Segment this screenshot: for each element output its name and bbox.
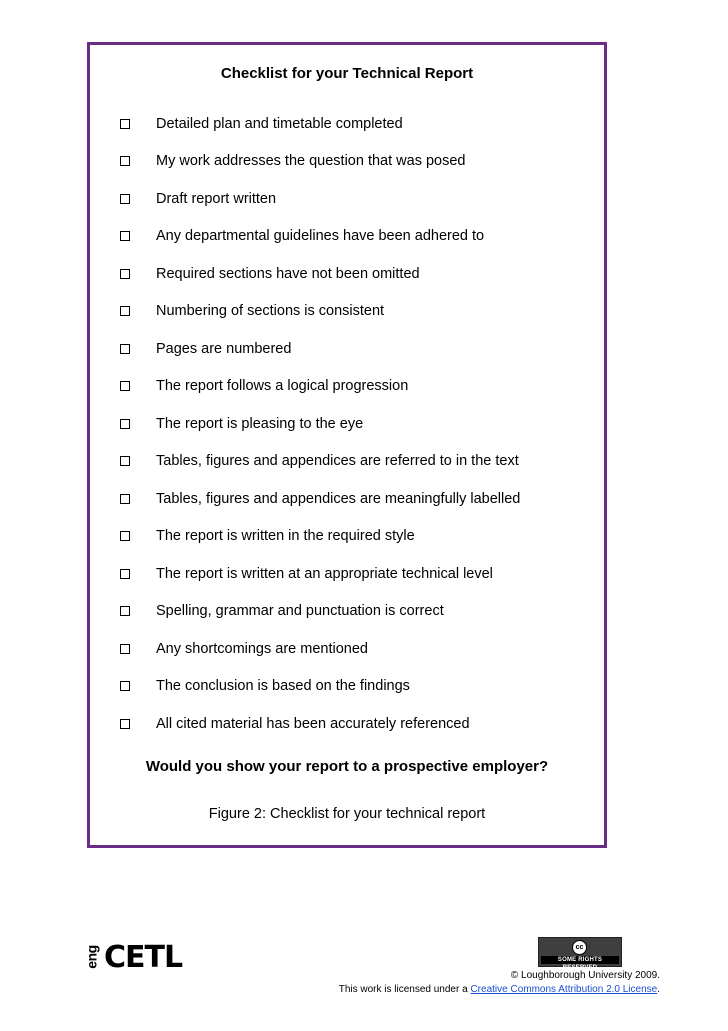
checklist-item[interactable] [120, 339, 291, 359]
license-prefix: This work is licensed under a [338, 984, 471, 995]
checklist-item-label: Detailed plan and timetable completed [156, 116, 403, 132]
creative-commons-badge[interactable] [538, 937, 622, 971]
checklist-title: Checklist for your Technical Report [220, 65, 474, 82]
checkbox-icon[interactable] [120, 531, 130, 541]
checkbox-icon[interactable] [120, 569, 130, 579]
checkbox-icon[interactable] [120, 644, 130, 654]
checkbox-icon[interactable] [120, 456, 130, 466]
checklist-item[interactable] [120, 189, 276, 209]
checklist-item[interactable] [120, 301, 384, 321]
checklist-item[interactable] [120, 414, 363, 434]
license-suffix: . [657, 984, 660, 995]
checklist-item-label: All cited material has been accurately referenced [156, 716, 470, 732]
checklist-item[interactable] [120, 601, 444, 621]
checklist-item[interactable] [120, 114, 403, 134]
checklist-item[interactable] [120, 376, 408, 396]
checklist-item-label: The report is written at an appropriate technical level [156, 566, 493, 582]
checkbox-icon[interactable] [120, 269, 130, 279]
checklist-item-label: Any departmental guidelines have been adhered to [156, 228, 485, 244]
checkbox-icon[interactable] [120, 194, 130, 204]
license-link[interactable]: Creative Commons Attribution 2.0 License [470, 984, 658, 995]
checklist-item[interactable] [120, 264, 420, 284]
checkbox-icon[interactable] [120, 681, 130, 691]
cc-icon [572, 940, 587, 955]
checklist-item[interactable] [120, 564, 493, 584]
checkbox-icon[interactable] [120, 381, 130, 391]
checkbox-icon[interactable] [120, 719, 130, 729]
checklist-item-label: Numbering of sections is consistent [156, 303, 385, 319]
copyright-notice: © Loughborough University 2009. [510, 970, 660, 981]
checklist-item[interactable] [120, 676, 410, 696]
checklist-item-label: Draft report written [156, 191, 277, 207]
checkbox-icon[interactable] [120, 419, 130, 429]
checklist-item-label: The report follows a logical progression [156, 378, 409, 394]
logo-eng-mark [83, 941, 104, 975]
checklist-item-label: The report is written in the required style [156, 528, 415, 544]
checklist-item-label: Spelling, grammar and punctuation is correct [156, 603, 444, 619]
checklist-item[interactable] [120, 451, 519, 471]
checklist-item-label: Pages are numbered [156, 341, 292, 357]
checklist-item[interactable] [120, 226, 484, 246]
checkbox-icon[interactable] [120, 156, 130, 166]
checklist-item[interactable] [120, 489, 520, 509]
checkbox-icon[interactable] [120, 231, 130, 241]
checklist-item[interactable] [120, 714, 470, 734]
checkbox-icon[interactable] [120, 119, 130, 129]
checklist-item[interactable] [120, 151, 466, 171]
checklist-item[interactable] [120, 526, 415, 546]
employer-question: Would you show your report to a prospective employer? [145, 758, 549, 775]
checklist-item-label: The conclusion is based on the findings [156, 678, 410, 694]
checklist-item-label: Tables, figures and appendices are meaningfully labelled [156, 491, 521, 507]
checkbox-icon[interactable] [120, 344, 130, 354]
checklist-item-label: The report is pleasing to the eye [156, 416, 364, 432]
logo-cetl-text: CETL [104, 940, 183, 975]
checklist-item-label: Tables, figures and appendices are referred to in the text [156, 453, 519, 469]
checklist-item-label: Required sections have not been omitted [156, 266, 420, 282]
cc-symbol-text: cc [575, 944, 584, 951]
checklist-item-label: Any shortcomings are mentioned [156, 641, 368, 657]
cc-badge-text: SOME RIGHTS RESERVED [541, 956, 619, 964]
figure-caption: Figure 2: Checklist for your technical report [208, 806, 486, 822]
checklist-frame [87, 42, 607, 848]
checkbox-icon[interactable] [120, 494, 130, 504]
checkbox-icon[interactable] [120, 606, 130, 616]
license-notice [339, 984, 660, 995]
checklist-item-label: My work addresses the question that was posed [156, 153, 466, 169]
logo-eng-text: eng [83, 945, 100, 969]
engcetl-logo [83, 940, 183, 976]
checklist-item[interactable] [120, 639, 368, 659]
checkbox-icon[interactable] [120, 306, 130, 316]
